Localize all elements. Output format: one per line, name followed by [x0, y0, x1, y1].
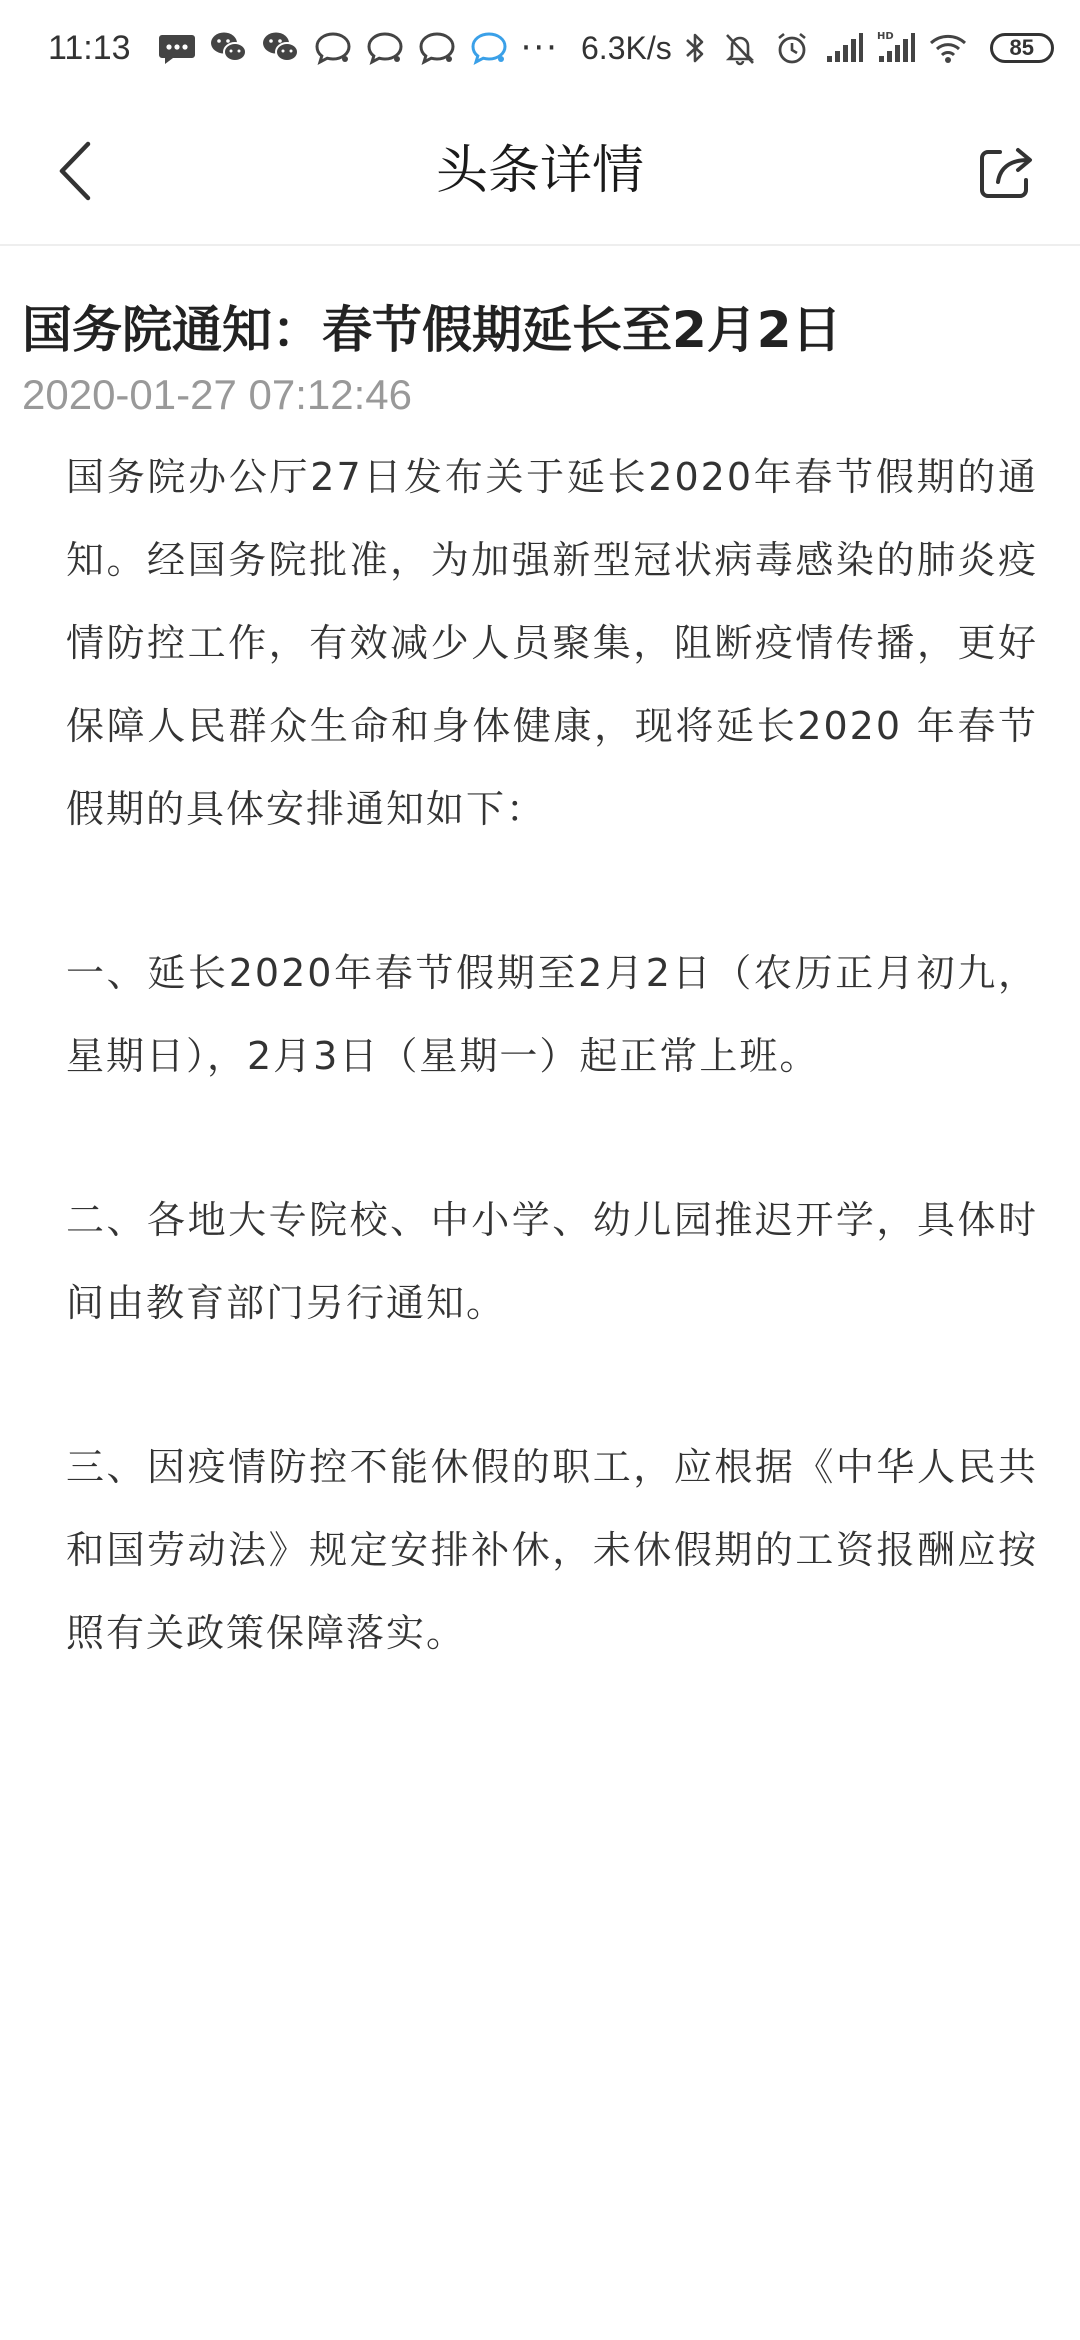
article-paragraph-item-1: 一、延长2020年春节假期至2月2日（农历正月初九，星期日），2月3日（星期一）起正常上班。 [66, 951, 1038, 1078]
bluetooth-icon [682, 28, 708, 68]
article-title: 国务院通知：春节假期延长至2月2日 [22, 301, 842, 359]
network-speed: 6.3K/s [581, 29, 672, 66]
signal-icon [824, 28, 864, 68]
chat-bubble-blue-icon [469, 28, 509, 68]
chat-bubble-icon [313, 28, 353, 68]
message-icon [157, 28, 197, 68]
status-bar-left [48, 28, 521, 68]
status-bar [0, 0, 1080, 96]
article-paragraph-item-2: 二、各地大专院校、中小学、幼儿园推迟开学，具体时间由教育部门另行通知。 [66, 1198, 1038, 1325]
article-body [0, 436, 1080, 1675]
page-title: 头条详情 [435, 141, 644, 201]
wifi-icon [928, 28, 968, 68]
share-button[interactable] [974, 140, 1038, 204]
article [0, 246, 1080, 1675]
battery-icon: 85 [990, 33, 1054, 63]
status-bar-right [521, 28, 1054, 68]
svg-text:HD: HD [876, 31, 894, 42]
alarm-icon [772, 28, 812, 68]
status-time: 11:13 [48, 28, 131, 67]
chat-bubble-icon [417, 28, 457, 68]
article-date: 2020-01-27 07:12:46 [22, 371, 412, 418]
wechat-icon [209, 28, 249, 68]
mute-icon [720, 28, 760, 68]
more-notifications-indicator: ··· [520, 28, 559, 68]
chat-bubble-icon [365, 28, 405, 68]
wechat-icon [261, 28, 301, 68]
signal-hd-icon [876, 28, 916, 68]
share-icon [974, 140, 1038, 204]
title-bar [0, 96, 1080, 246]
article-paragraph-item-3: 三、因疫情防控不能休假的职工，应根据《中华人民共和国劳动法》规定安排补休，未休假期的工资报酬应按照有关政策保障落实。 [66, 1445, 1038, 1655]
article-paragraph-intro: 国务院办公厅27日发布关于延长2020年春节假期的通知。经国务院批准，为加强新型冠状病毒感染的肺炎疫情防控工作，有效减少人员聚集，阻断疫情传播，更好保障人民群众生命和身体健康，现将延长2020 年春节假期的具体安排通知如下： [66, 455, 1038, 831]
